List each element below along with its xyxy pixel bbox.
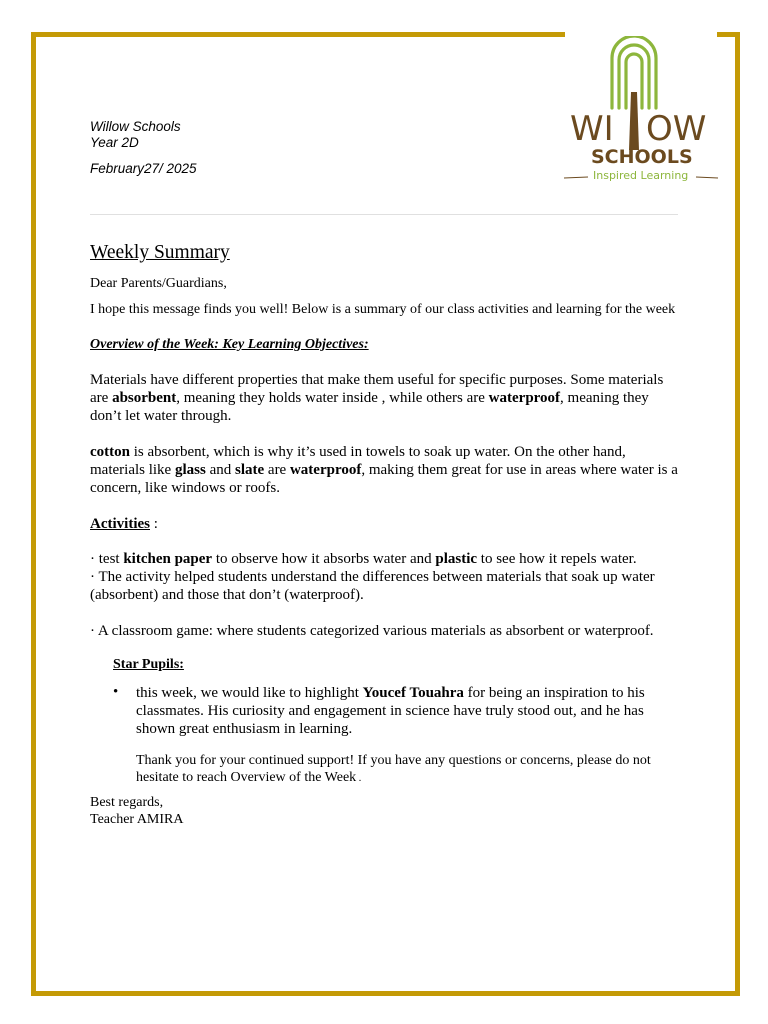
materials-paragraph: cotton is absorbent, which is why it’s used in towels to soak up water. On the other hand, materials like glass and slate are waterproof, making them great for use in areas where water is a concern, like windows or roofs. [90,444,678,496]
bullet-icon: • [113,684,119,700]
greeting: Dear Parents/Guardians, [90,276,227,291]
logo-tagline: Inspired Learning [593,169,689,182]
star-pupils-heading: Star Pupils: [113,657,184,672]
school-name: Willow Schools [90,119,181,134]
class-name: Year 2D [90,135,139,150]
tree-trunk-icon [629,92,639,150]
teacher-name: Teacher AMIRA [90,812,184,827]
header-divider [90,214,678,215]
letter-date: February27/ 2025 [90,161,197,176]
overview-heading: Overview of the Week: Key Learning Objectives: [90,337,369,352]
logo-word-left: WI [570,109,614,149]
activity-item: · A classroom game: where students categorized various materials as absorbent or waterproof. [90,623,654,639]
willow-schools-logo [560,36,722,186]
page-title: Weekly Summary [90,242,230,263]
activity-item: · The activity helped students understand the differences between materials that soak up water (absorbent) and those that don’t (waterproof). [90,569,655,603]
logo-line-right [696,177,718,178]
activities-heading: Activities : [90,516,158,532]
signoff [90,794,184,828]
star-pupil-text: this week, we would like to highlight Youcef Touahra for being an inspiration to his classmates. His curiosity and engagement in science have truly stood out, and he has shown great enthusiasm in learning. [136,685,645,737]
logo-line-left [564,177,588,178]
activity-item: · test kitchen paper to observe how it absorbs water and plastic to see how it repels water. [90,551,637,567]
objectives-paragraph: Materials have different properties that make them useful for specific purposes. Some materials are absorbent, meaning they holds water inside , while others are waterproof, meaning they don’t let water through. [90,372,664,424]
thanks-paragraph: Thank you for your continued support! If you have any questions or concerns, please do not hesitate to reach Overview of the Week . [136,753,651,785]
logo-word-right: OW [646,109,707,149]
logo-schools: SCHOOLS [591,146,693,168]
intro-text: I hope this message finds you well! Below is a summary of our class activities and learning for the week [90,302,676,317]
regards-line: Best regards, [90,795,164,810]
